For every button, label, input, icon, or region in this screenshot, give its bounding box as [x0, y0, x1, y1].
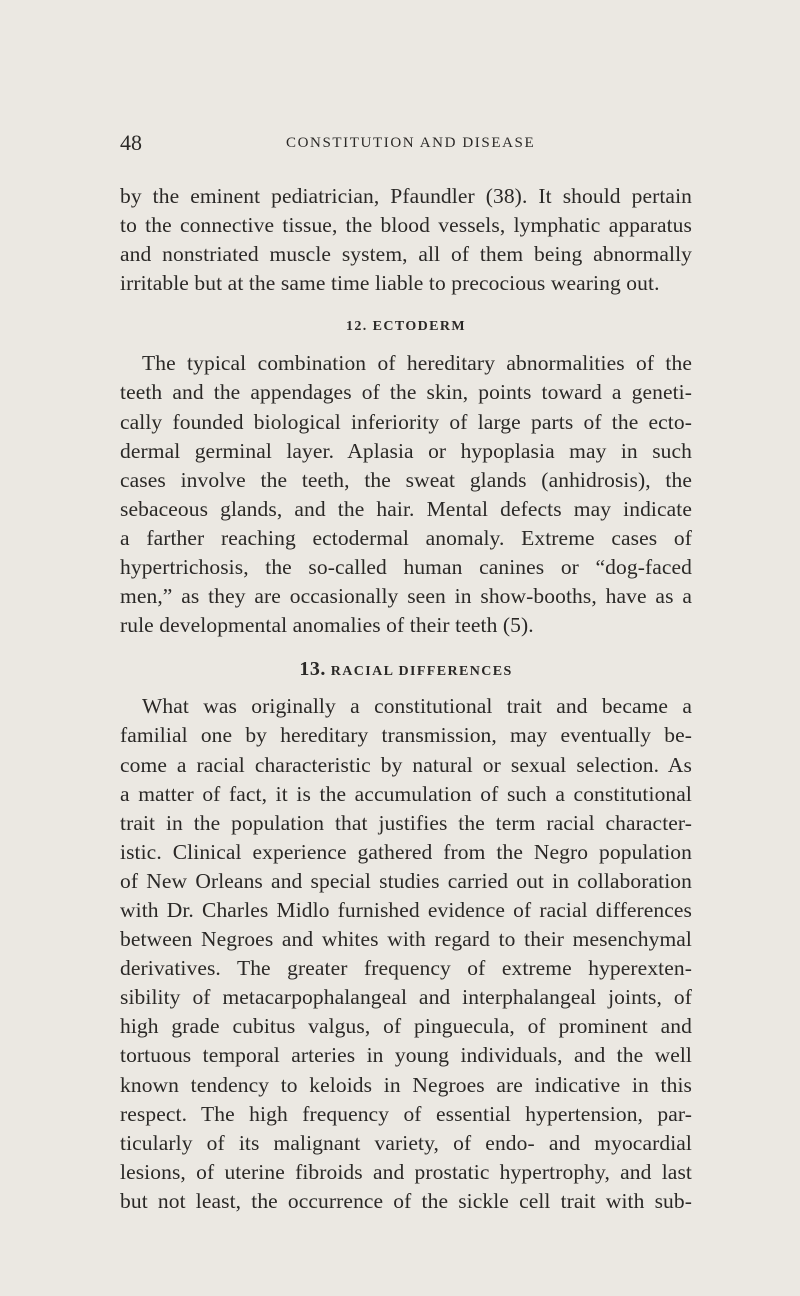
text-line: dermal germinal layer. Aplasia or hypoplasia may in such	[120, 438, 692, 463]
text-line: by the eminent pediatrician, Pfaundler (38). It should pertain	[120, 184, 692, 208]
text-line: hypertrichosis, the so-called human canines or “dog-faced	[120, 555, 692, 580]
section-title: ECTODERM	[372, 319, 466, 335]
text-line: sebaceous glands, and the hair. Mental defects may indicate	[120, 496, 692, 521]
section-heading-ectoderm	[120, 318, 692, 336]
text-line: teeth and the appendages of the skin, points toward a geneti-	[120, 380, 692, 405]
text-line: istic. Clinical experience gathered from the Negro population	[120, 839, 692, 864]
text-line: rule developmental anomalies of their teeth (5).	[120, 613, 534, 638]
text-line: of New Orleans and special studies carried out in collaboration	[120, 868, 692, 893]
text-line: familial one by hereditary transmission, may eventually be-	[120, 723, 692, 748]
body-text	[120, 182, 692, 1216]
text-line: to the connective tissue, the blood vessels, lymphatic apparatus	[120, 213, 692, 238]
text-line: known tendency to keloids in Negroes are indicative in this	[120, 1072, 692, 1097]
section-heading-racial-differences	[120, 660, 692, 681]
text-line: and nonstriated muscle system, all of them being abnormally	[120, 242, 692, 267]
text-line: men,” as they are occasionally seen in show-booths, have as a	[120, 584, 692, 609]
intro-paragraph	[120, 182, 692, 298]
text-line: tortuous temporal arteries in young individuals, and the well	[120, 1043, 692, 1068]
text-line: with Dr. Charles Midlo furnished evidence of racial differences	[120, 897, 692, 922]
text-line: sibility of metacarpophalangeal and interphalangeal joints, of	[120, 985, 692, 1010]
section-number: 12.	[345, 319, 368, 335]
text-line: lesions, of uterine fibroids and prostatic hypertrophy, and last	[120, 1159, 692, 1184]
running-title: CONSTITUTION AND DISEASE	[286, 135, 536, 151]
text-line: a matter of fact, it is the accumulation of such a constitutional	[120, 781, 692, 806]
page-number: 48	[120, 130, 142, 155]
text-line: irritable but at the same time liable to precocious wearing out.	[120, 271, 660, 296]
text-line: ticularly of its malignant variety, of endo- and myocardial	[120, 1130, 692, 1155]
text-line: respect. The high frequency of essential hypertension, par-	[120, 1101, 692, 1126]
text-line: a farther reaching ectodermal anomaly. Extreme cases of	[120, 525, 692, 550]
section-number: 13.	[299, 658, 326, 681]
text-line: trait in the population that justifies the term racial character-	[120, 810, 692, 835]
text-line: What was originally a constitutional trait and became a	[142, 694, 692, 719]
text-line: derivatives. The greater frequency of extreme hyperexten-	[120, 956, 692, 981]
text-line: cally founded biological inferiority of large parts of the ecto-	[120, 409, 692, 434]
text-line: come a racial characteristic by natural or sexual selection. As	[120, 752, 692, 777]
text-line: cases involve the teeth, the sweat glands (anhidrosis), the	[120, 467, 692, 492]
text-line: but not least, the occurrence of the sickle cell trait with sub-	[120, 1188, 692, 1213]
text-line: between Negroes and whites with regard to their mesenchymal	[120, 927, 692, 952]
section-title: RACIAL DIFFERENCES	[330, 664, 513, 680]
ectoderm-paragraph	[120, 349, 692, 640]
running-head	[120, 128, 690, 158]
racial-differences-paragraph	[120, 692, 692, 1216]
text-line: high grade cubitus valgus, of pinguecula, of prominent and	[120, 1014, 692, 1039]
text-line: The typical combination of hereditary abnormalities of the	[142, 351, 692, 376]
